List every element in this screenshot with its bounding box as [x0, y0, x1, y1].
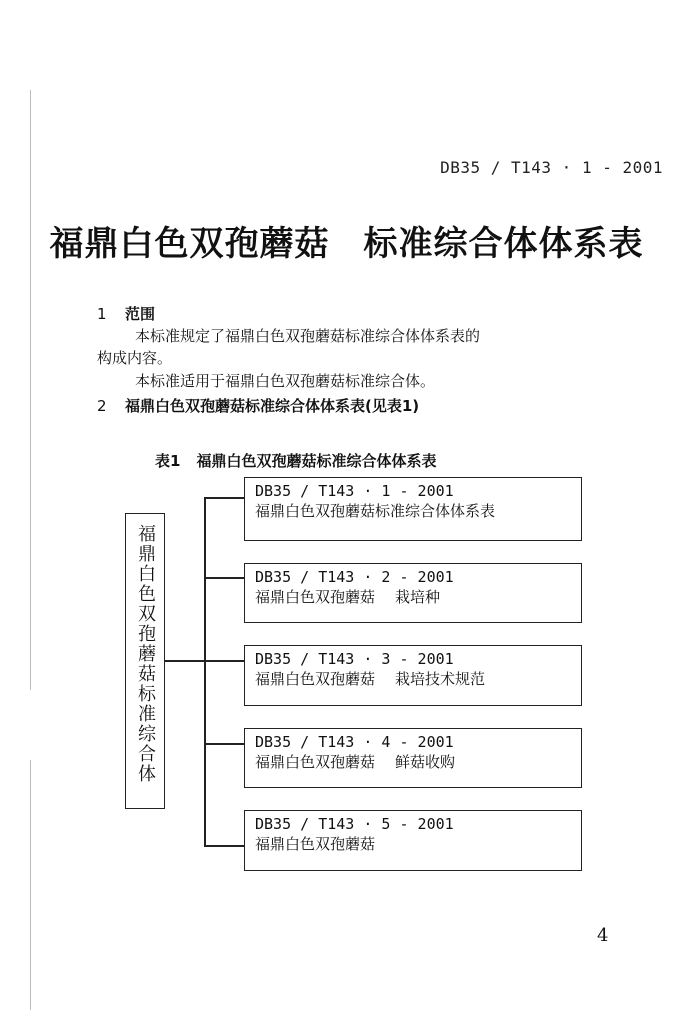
standard-box-5	[244, 810, 582, 871]
page-title-left: 福鼎白色双孢蘑菇	[49, 224, 330, 264]
standard-name: 福鼎白色双孢蘑菇标准综合体体系表	[255, 502, 496, 520]
page-number: 4	[597, 925, 609, 946]
branch-line-3	[204, 660, 244, 662]
root-standard-box	[125, 513, 165, 809]
standard-suffix: 栽培技术规范	[395, 670, 486, 688]
table-caption-label: 表1	[155, 452, 181, 470]
standard-code: DB35 / T143 · 5 - 2001	[255, 815, 454, 833]
branch-line-5	[204, 845, 244, 847]
branch-line-4	[204, 743, 244, 745]
section-2-title: 福鼎白色双孢蘑菇标准综合体体系表(见表1)	[125, 397, 420, 415]
standard-name: 福鼎白色双孢蘑菇	[255, 753, 376, 771]
standard-suffix: 鲜菇收购	[395, 753, 456, 771]
page-title-right: 标准综合体体系表	[363, 224, 644, 264]
standard-box-4	[244, 728, 582, 788]
branch-line-2	[204, 577, 244, 579]
branch-line-1	[204, 497, 244, 499]
root-connector-line	[165, 660, 204, 662]
section-1-para1-line1: 本标准规定了福鼎白色双孢蘑菇标准综合体体系表的	[135, 327, 481, 345]
section-2-heading	[97, 395, 419, 416]
standard-name-line	[255, 587, 581, 607]
standard-box-2	[244, 563, 582, 623]
standard-code: DB35 / T143 · 2 - 2001	[255, 568, 454, 586]
trunk-line	[204, 497, 206, 845]
standard-name: 福鼎白色双孢蘑菇	[255, 588, 376, 606]
standard-code: DB35 / T143 · 3 - 2001	[255, 650, 454, 668]
standard-box-1	[244, 477, 582, 541]
table-caption	[155, 450, 436, 471]
section-1-number: 1	[97, 305, 107, 323]
standard-box-3	[244, 645, 582, 706]
section-2-number: 2	[97, 397, 107, 415]
section-1-heading	[97, 303, 155, 324]
page-title	[0, 216, 693, 265]
standard-name-line	[255, 669, 581, 689]
standard-code: DB35 / T143 · 1 - 2001	[255, 482, 454, 500]
section-1-para1-line2: 构成内容。	[97, 349, 173, 367]
standard-name-line	[255, 752, 581, 772]
standard-name: 福鼎白色双孢蘑菇	[255, 670, 376, 688]
root-standard-label: 福鼎白色双孢蘑菇标准综合体	[135, 524, 156, 784]
section-1-para2: 本标准适用于福鼎白色双孢蘑菇标准综合体。	[135, 372, 436, 390]
document-code: DB35 / T143 · 1 - 2001	[440, 158, 663, 177]
standard-suffix: 栽培种	[395, 588, 441, 606]
standard-code: DB35 / T143 · 4 - 2001	[255, 733, 454, 751]
table-caption-title: 福鼎白色双孢蘑菇标准综合体体系表	[196, 452, 437, 470]
section-1-title: 范围	[125, 305, 156, 323]
standard-name: 福鼎白色双孢蘑菇	[255, 835, 376, 853]
left-margin-line	[30, 90, 31, 690]
left-margin-line-lower	[30, 760, 31, 1010]
